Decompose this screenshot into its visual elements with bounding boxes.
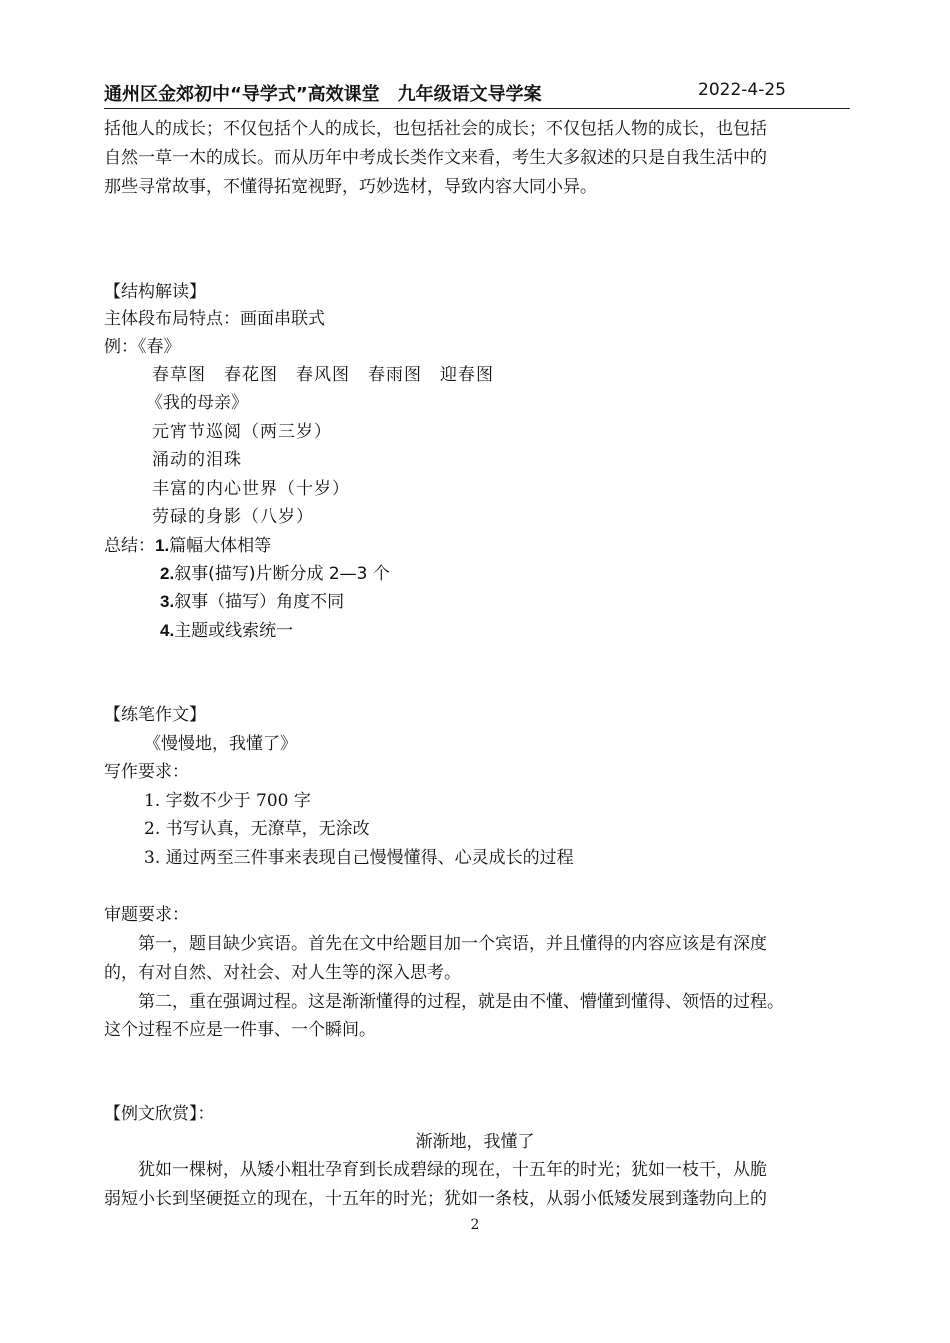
review-line: 这个过程不应是一件事、一个瞬间。	[104, 1020, 376, 1040]
example-line: 犹如一棵树，从矮小粗壮孕育到长成碧绿的现在，十五年的时光；犹如一枝干，从脆	[104, 1160, 767, 1180]
review-line: 的，有对自然、对社会、对人生等的深入思考。	[104, 963, 461, 983]
structure-heading: 【结构解读】	[104, 282, 206, 302]
page-header	[104, 78, 850, 109]
intro-line-1: 括他人的成长；不仅包括个人的成长，也包括社会的成长；不仅包括人物的成长，也包括	[104, 119, 767, 139]
summary-line-2	[160, 562, 390, 586]
summary-num: 2.	[160, 564, 175, 583]
mother-item: 涌动的泪珠	[152, 450, 242, 470]
practice-heading: 【练笔作文】	[104, 705, 206, 725]
summary-text: 叙事（描写）角度不同	[174, 592, 345, 612]
mother-item: 元宵节巡阅（两三岁）	[152, 422, 332, 442]
requirement-item: 3. 通过两至三件事来表现自己慢慢懂得、心灵成长的过程	[144, 848, 574, 868]
review-label: 审题要求：	[104, 905, 189, 925]
intro-line-3: 那些寻常故事，不懂得拓宽视野，巧妙选材，导致内容大同小异。	[104, 177, 597, 197]
review-line: 第二，重在强调过程。这是渐渐懂得的过程，就是由不懂、懵懂到懂得、领悟的过程。	[104, 992, 784, 1012]
practice-title: 《慢慢地，我懂了》	[144, 734, 297, 754]
summary-text: 叙事(描写)片断分成 2—3 个	[174, 564, 390, 584]
summary-line-3	[160, 590, 344, 614]
requirements-label: 写作要求：	[104, 762, 189, 782]
header-title: 通州区金郊初中“导学式”高效课堂 九年级语文导学案	[104, 84, 542, 105]
summary-line-1	[104, 534, 271, 558]
example-heading: 【例文欣赏】：	[104, 1104, 215, 1124]
summary-text: 篇幅大体相等	[169, 536, 272, 556]
structure-example-label: 例：《春》	[104, 337, 181, 357]
example-line: 弱短小长到坚硬挺立的现在，十五年的时光；犹如一条枝，从弱小低矮发展到蓬勃向上的	[104, 1189, 767, 1209]
intro-line-2: 自然一草一木的成长。而从历年中考成长类作文来看，考生大多叙述的只是自我生活中的	[104, 148, 767, 168]
summary-label: 总结：	[104, 536, 155, 556]
header-date: 2022-4-25	[698, 80, 786, 100]
summary-text: 主题或线索统一	[174, 621, 294, 641]
page-number: 2	[470, 1217, 480, 1233]
requirement-item: 1. 字数不少于 700 字	[144, 791, 311, 811]
summary-num: 4.	[160, 621, 175, 640]
summary-num: 1.	[155, 536, 170, 555]
example-title: 渐渐地，我懂了	[415, 1132, 535, 1152]
spring-pictures: 春草图 春花图 春风图 春雨图 迎春图	[152, 365, 494, 385]
mother-title: 《我的母亲》	[146, 393, 248, 413]
review-line: 第一，题目缺少宾语。首先在文中给题目加一个宾语，并且懂得的内容应该是有深度	[104, 934, 767, 954]
summary-num: 3.	[160, 592, 175, 611]
mother-item: 劳碌的身影（八岁）	[152, 507, 314, 527]
mother-item: 丰富的内心世界（十岁）	[152, 479, 350, 499]
requirement-item: 2. 书写认真，无潦草，无涂改	[144, 819, 370, 839]
summary-line-4	[160, 619, 293, 643]
structure-feature: 主体段布局特点：画面串联式	[104, 309, 325, 329]
